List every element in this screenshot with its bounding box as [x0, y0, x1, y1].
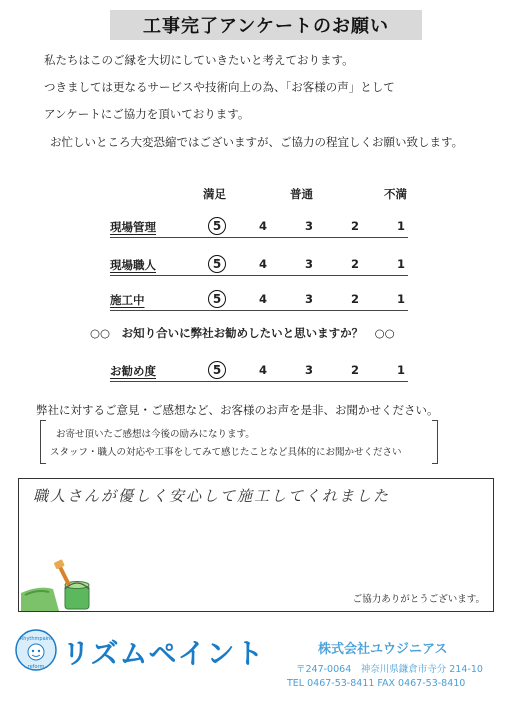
logo-badge-line1: Rhythmpaint	[19, 636, 53, 642]
notes-box	[40, 420, 438, 464]
company-address: 〒247-0064 神奈川県鎌倉市寺分 214-10	[296, 664, 483, 675]
rating-row-2-label: 現場職人	[110, 258, 156, 272]
recommend-row-option-2[interactable]: 2	[350, 363, 359, 377]
rating-row-2-option-3[interactable]: 3	[304, 257, 313, 271]
rating-row-2-option-2[interactable]: 2	[350, 257, 359, 271]
brand-name: リズムペイント	[62, 637, 265, 670]
note-line-2: スタッフ・職人の対応や工事をしてみて感じたことなど具体的にお聞かせください	[50, 447, 402, 458]
rating-row-1-option-5[interactable]: 5	[208, 217, 226, 235]
company-name: 株式会社ユウジニアス	[318, 642, 448, 657]
recommend-row-label: お勧め度	[110, 364, 156, 378]
recommend-row-option-4[interactable]: 4	[258, 363, 267, 377]
rating-row-3-option-3[interactable]: 3	[304, 292, 313, 306]
rating-row-3-option-2[interactable]: 2	[350, 292, 359, 306]
rating-row-1-underline	[110, 237, 408, 238]
recommend-row-underline	[110, 381, 408, 382]
intro-line-4: お忙しいところ大変恐縮ではございますが、ご協力の程宜しくお願い致します。	[50, 135, 464, 149]
title-banner	[110, 10, 422, 40]
company-phone: TEL 0467-53-8411 FAX 0467-53-8410	[287, 678, 466, 689]
intro-line-2: つきましては更なるサービスや技術向上の為、「お客様の声」として	[44, 80, 395, 94]
rating-row-1-option-1[interactable]: 1	[396, 219, 405, 233]
rating-row-1-label: 現場管理	[110, 220, 156, 234]
paint-bucket-icon	[19, 559, 109, 613]
rating-row-2-option-5[interactable]: 5	[208, 255, 226, 273]
scale-low-label: 不満	[384, 187, 407, 201]
rating-row-2-option-1[interactable]: 1	[396, 257, 405, 271]
rating-row-3-option-4[interactable]: 4	[258, 292, 267, 306]
bracket-left	[40, 420, 46, 464]
rating-row-3-option-1[interactable]: 1	[396, 292, 405, 306]
rating-row-3-underline	[110, 310, 408, 311]
intro-line-1: 私たちはこのご縁を大切にしていきたいと考えております。	[44, 53, 354, 67]
recommend-row-option-5[interactable]: 5	[208, 361, 226, 379]
comment-box[interactable]	[18, 478, 494, 612]
scale-mid-label: 普通	[290, 187, 313, 201]
recommend-question: ○○ お知り合いに弊社お勧めしたいと思いますか？ ○○	[90, 326, 395, 340]
scale-high-label: 満足	[203, 187, 226, 201]
recommend-row-option-3[interactable]: 3	[304, 363, 313, 377]
rating-row-3-label: 施工中	[110, 293, 145, 307]
rating-row-1-option-4[interactable]: 4	[258, 219, 267, 233]
rating-row-2-underline	[110, 275, 408, 276]
rhythmpaint-logo-icon	[14, 628, 58, 672]
rating-row-2-option-4[interactable]: 4	[258, 257, 267, 271]
thanks-message: ご協力ありがとうございます。	[352, 594, 485, 605]
logo-badge-line2: reform	[27, 664, 45, 670]
recommend-row-option-1[interactable]: 1	[396, 363, 405, 377]
rating-row-3-option-5[interactable]: 5	[208, 290, 226, 308]
handwritten-comment: 職人さんが優しく安心して施工してくれました	[33, 487, 391, 505]
rating-row-1-option-2[interactable]: 2	[350, 219, 359, 233]
note-line-1: お寄せ頂いたご感想は今後の励みになります。	[56, 429, 255, 440]
bracket-right	[432, 420, 438, 464]
intro-line-3: アンケートにご協力を頂いております。	[44, 107, 250, 121]
page-title: 工事完了アンケートのお願い	[143, 16, 389, 37]
comment-prompt: 弊社に対するご意見・ご感想など、お客様のお声を是非、お聞かせください。	[36, 403, 439, 417]
rating-row-1-option-3[interactable]: 3	[304, 219, 313, 233]
